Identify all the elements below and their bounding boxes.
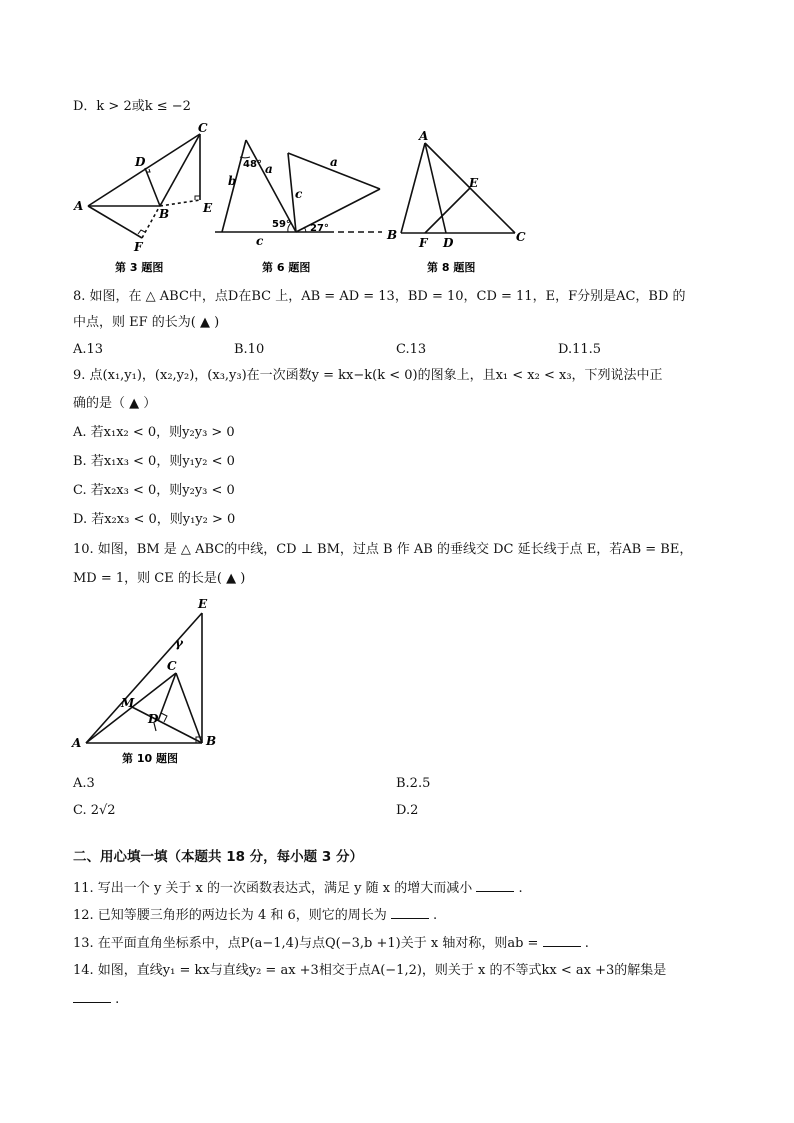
fig10-label-A: A <box>72 736 82 750</box>
q8-option-c: C.13 <box>396 342 427 357</box>
q9-option-c: C. 若x₂x₃ < 0，则y₂y₃ < 0 <box>73 483 235 498</box>
fig6-angle-right: 27° <box>310 223 329 234</box>
fig6-label-c2: c <box>295 187 303 201</box>
q11-text: 11. 写出一个 y 关于 x 的一次函数表达式，满足 y 随 x 的增大而减小 <box>73 881 473 896</box>
figure-8 <box>383 125 543 284</box>
q8-option-b: B.10 <box>234 342 265 357</box>
fig3-label-A: A <box>74 199 84 213</box>
figure-6-diagram <box>210 135 400 280</box>
fig6-label-c1: c <box>256 234 264 248</box>
q13-text: 13. 在平面直角坐标系中，点P(a−1,4)与点Q(−3,b +1)关于 x 轴对称，则ab = <box>73 936 539 951</box>
fig8-label-A: A <box>419 129 429 143</box>
fig10-label-D: D <box>148 712 159 726</box>
q13: 13. 在平面直角坐标系中，点P(a−1,4)与点Q(−3,b +1)关于 x 轴对称，则ab = . <box>73 936 589 951</box>
section-2-heading: 二、用心填一填（本题共 18 分，每小题 3 分） <box>73 849 363 865</box>
q12-answer-blank[interactable] <box>391 906 429 919</box>
q10-option-d: D.2 <box>396 803 419 818</box>
q10-option-b: B.2.5 <box>396 776 431 791</box>
figure-3 <box>70 120 220 284</box>
q10-option-c: C. 2√2 <box>73 803 116 818</box>
fig6-caption: 第 6 题图 <box>262 261 311 274</box>
fig6-angle-bottom: 59° <box>272 219 291 230</box>
fig6-label-b: b <box>228 174 237 188</box>
fig8-label-B: B <box>387 228 398 242</box>
q14-line-2: . <box>73 990 119 1009</box>
q8-line-1: 8. 如图，在 △ ABC中，点D在BC 上，AB = AD = 13，BD = 10，CD = 11，E，F分别是AC，BD 的 <box>73 289 686 304</box>
q9-option-a: A. 若x₁x₂ < 0，则y₂y₃ > 0 <box>73 425 235 440</box>
q14-answer-blank[interactable] <box>73 990 111 1003</box>
fig8-label-C: C <box>516 230 526 244</box>
q11: 11. 写出一个 y 关于 x 的一次函数表达式，满足 y 随 x 的增大而减小 . <box>73 881 523 896</box>
fig8-caption: 第 8 题图 <box>427 261 476 274</box>
fig10-label-E: E <box>198 597 208 611</box>
q10-line-2: MD = 1，则 CE 的长是( ▲ ) <box>73 571 246 586</box>
fig3-label-B: B <box>159 207 170 221</box>
q13-answer-blank[interactable] <box>543 934 581 947</box>
q12: 12. 已知等腰三角形的两边长为 4 和 6，则它的周长为 . <box>73 908 438 923</box>
q8-option-d: D.11.5 <box>558 342 602 357</box>
fig10-label-B: B <box>206 734 217 748</box>
fig6-angle-top: 48° <box>243 159 262 170</box>
fig8-label-E: E <box>469 176 479 190</box>
fig3-label-D: D <box>135 155 146 169</box>
fig3-label-E: E <box>203 201 213 215</box>
q9-option-d: D. 若x₂x₃ < 0，则y₁y₂ > 0 <box>73 512 236 527</box>
fig10-label-gamma: γ <box>175 636 183 650</box>
figure-6 <box>210 135 400 284</box>
fig3-caption: 第 3 题图 <box>115 261 164 274</box>
q8-option-a: A.13 <box>73 342 104 357</box>
fig10-label-C: C <box>167 659 177 673</box>
figure-8-diagram <box>383 125 543 280</box>
fig8-label-F: F <box>419 236 428 250</box>
fig6-label-a1: a <box>265 162 273 176</box>
q10-option-a: A.3 <box>73 776 95 791</box>
fig10-label-M: M <box>121 696 135 710</box>
q10-line-1: 10. 如图，BM 是 △ ABC的中线，CD ⊥ BM，过点 B 作 AB 的垂线交 DC 延长线于点 E，若AB = BE， <box>73 542 693 557</box>
figure-3-diagram <box>70 120 220 280</box>
q8-line-2: 中点，则 EF 的长为( ▲ ) <box>73 315 220 330</box>
q7-option-d: D．k > 2或k ≤ −2 <box>73 99 191 114</box>
fig10-caption: 第 10 题图 <box>122 752 178 765</box>
fig8-label-D: D <box>443 236 454 250</box>
figure-10 <box>70 595 230 774</box>
q9-line-2: 确的是（ ▲ ） <box>73 396 157 411</box>
figure-10-diagram <box>70 595 230 770</box>
q14-line-1: 14. 如图，直线y₁ = kx与直线y₂ = ax +3相交于点A(−1,2)，则关于 x 的不等式kx < ax +3的解集是 <box>73 963 667 978</box>
q11-answer-blank[interactable] <box>476 879 514 892</box>
fig3-label-C: C <box>198 121 208 135</box>
q12-text: 12. 已知等腰三角形的两边长为 4 和 6，则它的周长为 <box>73 908 387 923</box>
fig6-label-a2: a <box>330 155 338 169</box>
q9-option-b: B. 若x₁x₃ < 0，则y₁y₂ < 0 <box>73 454 235 469</box>
fig3-label-F: F <box>134 240 143 254</box>
q9-line-1: 9. 点(x₁,y₁)，(x₂,y₂)，(x₃,y₃)在一次函数y = kx−k(k < 0)的图象上，且x₁ < x₂ < x₃，下列说法中正 <box>73 368 663 383</box>
